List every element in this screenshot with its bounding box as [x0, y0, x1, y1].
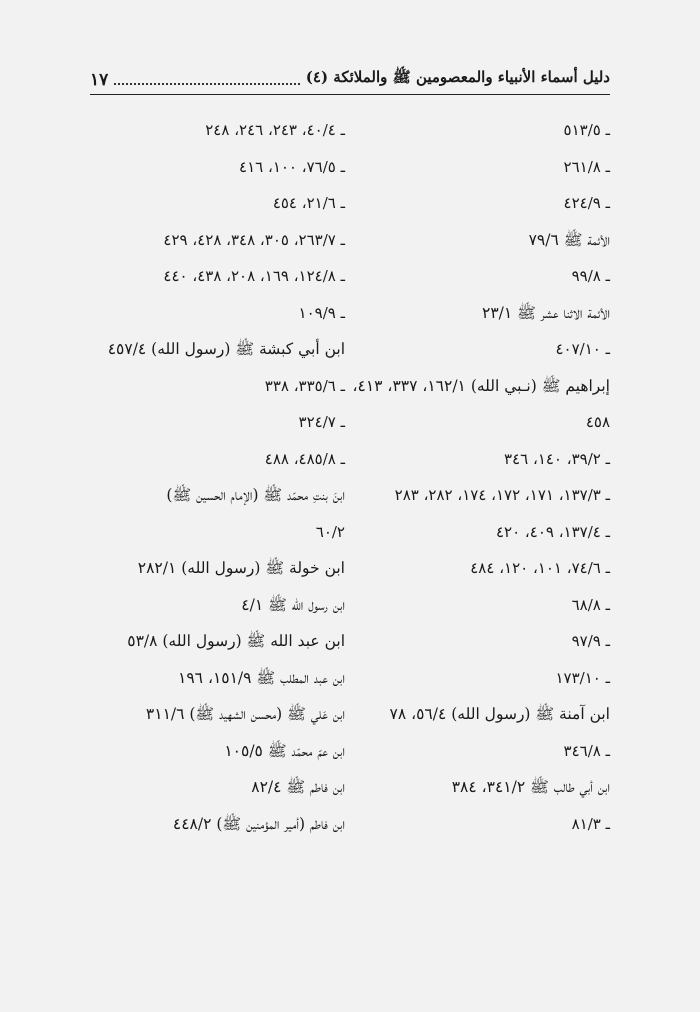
page-number: ١٧: [90, 70, 109, 90]
index-entry-name: ابن أبي كبشة ﷺ (رسول الله) ٤٥٧/٤: [107, 340, 345, 358]
index-entry-name: ابن عبد المطلب ﷺ ١٥١/٩، ١٩٦: [178, 668, 345, 687]
index-entry: ـ ٣٢٤/٧: [298, 413, 345, 431]
index-entry: ـ ٢١/٦، ٤٥٤: [272, 194, 345, 212]
index-columns: [90, 112, 610, 842]
index-entry-name: ابن أبي طالب ﷺ ٣٤١/٢، ٣٨٤: [451, 778, 610, 796]
index-entry-name: ابن عَلي ﷺ (محسن الشهيد ﷺ) ٣١١/٦: [145, 705, 345, 723]
index-entry: ـ ٣٣٥/٦، ٣٣٨: [264, 376, 345, 395]
index-entry-name: ابنَ بنتِ محمّد ﷺ (الإمام الحسين ﷺ): [166, 486, 345, 504]
index-entry-name: ابن فاطم ﷺ ٨٢/٤: [251, 778, 345, 796]
index-entry-continuation: ٤٥٨: [585, 413, 610, 431]
header-dot-leader: [114, 83, 300, 85]
index-entry: ـ ٧٦/٥، ١٠٠، ٤١٦: [239, 157, 345, 176]
index-entry: ـ ٢٦٣/٧، ٣٠٥، ٣٤٨، ٤٢٨، ٤٢٩: [163, 230, 345, 249]
index-entry: ـ ٨١/٣: [571, 814, 610, 833]
index-entry-name: ابن عمّ محمّد ﷺ ١٠٥/٥: [224, 741, 345, 760]
index-entry: ـ ٩٩/٨: [571, 267, 610, 285]
index-entry-name: إبراهيم ﷺ (نـبي الله) ١٦٢/١، ٣٣٧، ٤١٣،: [352, 376, 610, 395]
index-entry: ـ ١٠٩/٩: [298, 303, 345, 322]
index-entry: ـ ٩٧/٩: [571, 632, 610, 650]
index-entry: ـ ٤٢٤/٩: [563, 194, 610, 212]
index-entry: ـ ٤٠٧/١٠: [555, 340, 610, 358]
index-entry-name: الأئمة الاثنا عشر ﷺ ٢٣/١: [482, 303, 610, 322]
index-entry: ـ ٣٩/٢، ١٤٠، ٣٤٦: [504, 449, 610, 468]
index-entry: ـ ١٢٤/٨، ١٦٩، ٢٠٨، ٤٣٨، ٤٤٠: [163, 267, 345, 285]
header-title: دليل أسماء الأنبياء والمعصومين ﷺ والملائكة (٤): [305, 68, 610, 86]
index-entry: ـ ٤٨٥/٨، ٤٨٨: [264, 449, 345, 468]
index-entry: ـ ١٧٣/١٠: [555, 668, 610, 687]
index-entry-name: ابن عبد الله ﷺ (رسول الله) ٥٣/٨: [127, 632, 345, 650]
index-entry: ـ ٢٦١/٨: [563, 157, 610, 176]
index-entry-name: ابن فاطم (أمير المؤمنين ﷺ) ٤٤٨/٢: [172, 814, 345, 833]
right-column: [352, 112, 610, 842]
index-entry: ـ ٤٠/٤، ٢٤٣، ٢٤٦، ٢٤٨: [205, 121, 345, 139]
left-column: [90, 112, 345, 842]
index-entry-name: ابن آمنة ﷺ (رسول الله) ٥٦/٤، ٧٨: [389, 705, 610, 723]
index-entry: ـ ٥١٣/٥: [563, 121, 610, 139]
index-entry-name: ابن رسول الله ﷺ ٤/١: [241, 595, 345, 614]
index-entry: ـ ١٣٧/٤، ٤٠٩، ٤٢٠: [495, 522, 610, 541]
index-entry-name: ابن خولة ﷺ (رسول الله) ٢٨٢/١: [137, 559, 345, 577]
index-entry: ـ ٣٤٦/٨: [563, 741, 610, 760]
index-entry: ـ ٦٨/٨: [571, 595, 610, 614]
running-header: [90, 60, 610, 95]
index-entry-continuation: ٦٠/٢: [315, 522, 345, 541]
index-entry: ـ ٧٤/٦، ١٠١، ١٢٠، ٤٨٤: [470, 559, 610, 577]
index-entry-name: الأئمة ﷺ ٧٩/٦: [528, 230, 610, 249]
index-entry: ـ ١٣٧/٣، ١٧١، ١٧٢، ١٧٤، ٢٨٢، ٢٨٣: [394, 486, 610, 504]
